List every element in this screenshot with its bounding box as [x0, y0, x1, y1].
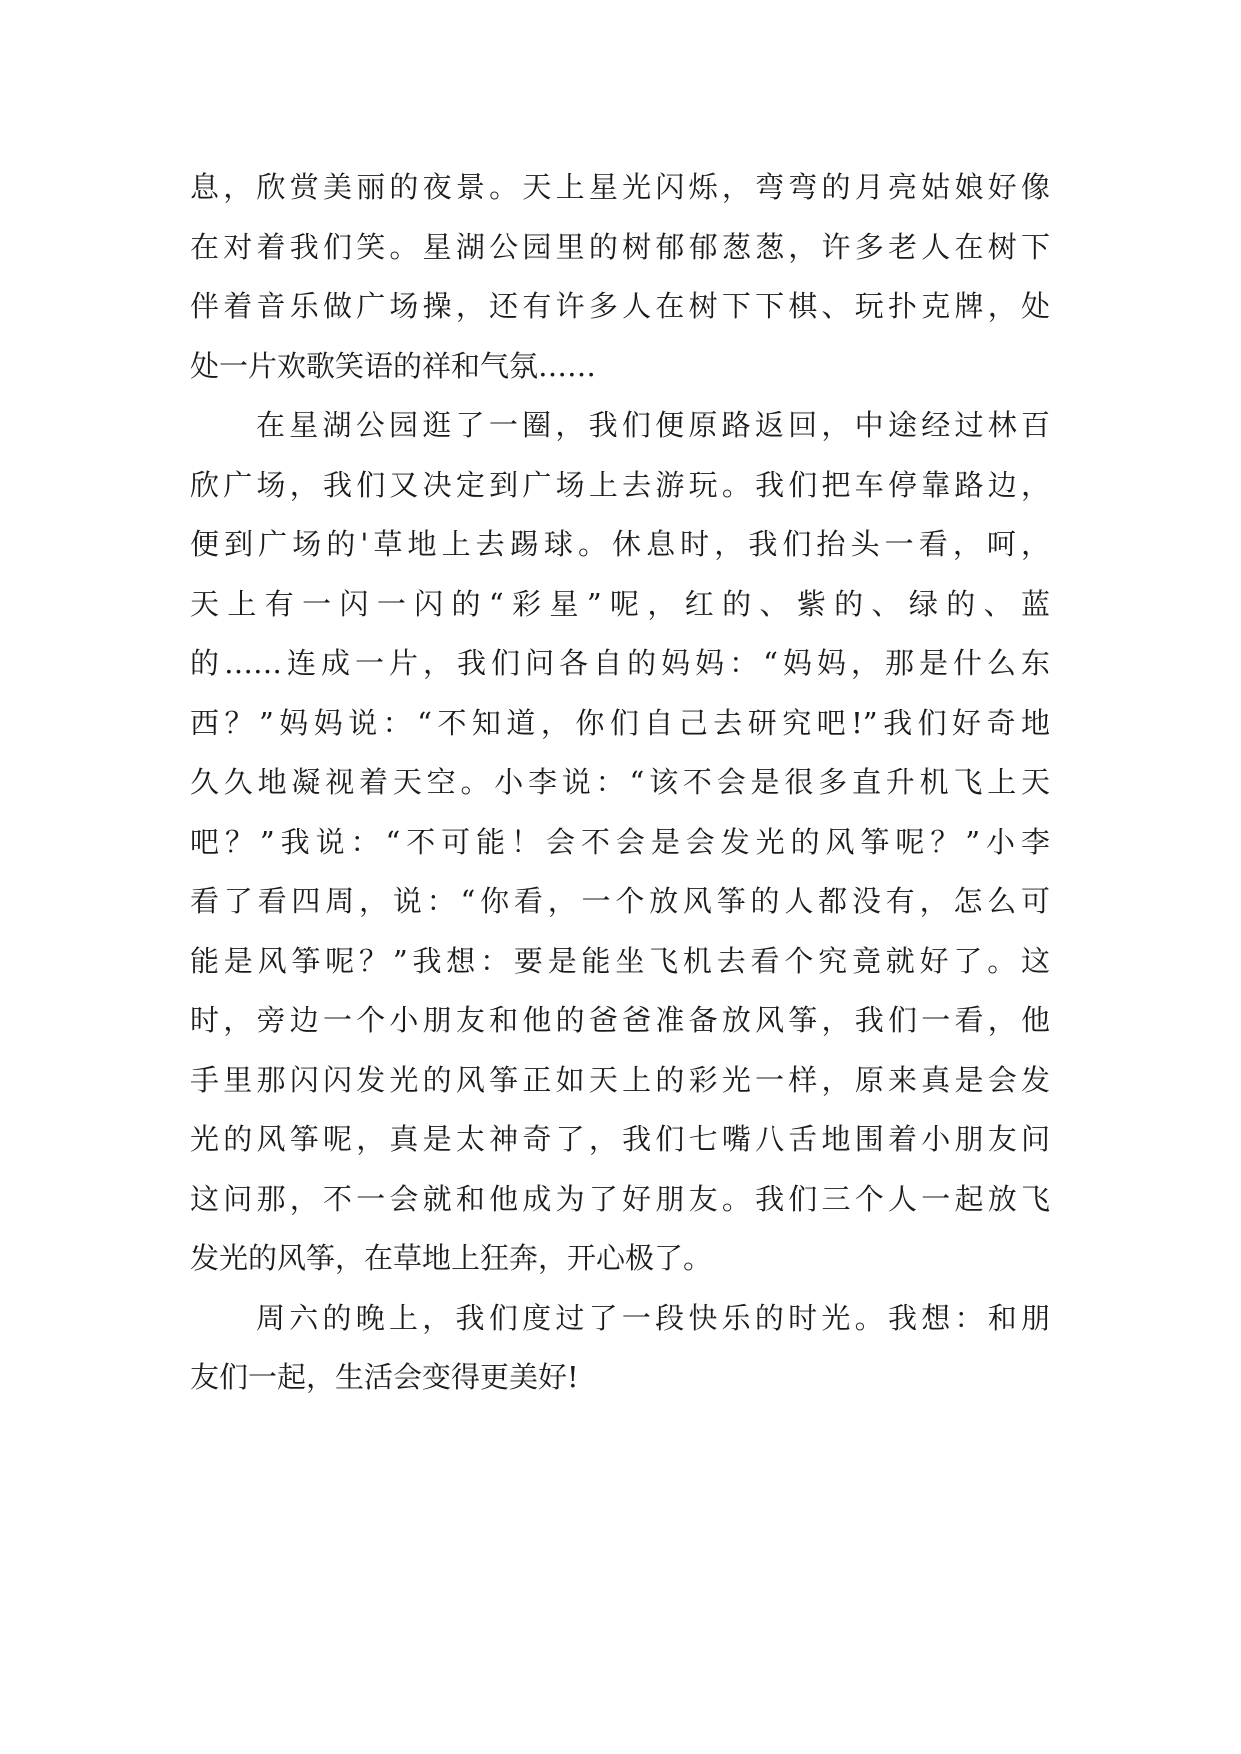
- text-line: 友们一起，生活会变得更美好!: [190, 1360, 579, 1394]
- text-line: 在对着我们笑。星湖公园里的树郁郁葱葱，许多老人在树下: [190, 229, 1050, 264]
- text-line: 西？”妈妈说：“不知道，你们自己去研究吧!”我们好奇地: [190, 705, 1050, 740]
- text-line: 伴着音乐做广场操，还有许多人在树下下棋、玩扑克牌，处: [190, 289, 1050, 323]
- text-line: 手里那闪闪发光的风筝正如天上的彩光一样，原来真是会发: [190, 1062, 1050, 1097]
- text-line: 欣广场，我们又决定到广场上去游玩。我们把车停靠路边，: [190, 467, 1050, 502]
- text-line: 这问那，不一会就和他成为了好朋友。我们三个人一起放飞: [190, 1181, 1050, 1216]
- text-line: 的……连成一片，我们问各自的妈妈：“妈妈，那是什么东: [190, 646, 1050, 680]
- paragraph-2: [190, 396, 1050, 1289]
- text-line: 天上有一闪一闪的“彩星”呢，红的、紫的、绿的、蓝: [190, 586, 1050, 621]
- text-line: 在星湖公园逛了一圈，我们便原路返回，中途经过林百: [256, 408, 1050, 442]
- text-line: 吧？”我说：“不可能！会不会是会发光的风筝呢？”小李: [190, 824, 1050, 859]
- text-line: 能是风筝呢？”我想：要是能坐飞机去看个究竟就好了。这: [190, 943, 1050, 978]
- paragraph-1: [190, 158, 1050, 396]
- text-line: 处一片欢歌笑语的祥和气氛……: [190, 348, 597, 383]
- text-line: 息，欣赏美丽的夜景。天上星光闪烁，弯弯的月亮姑娘好像: [190, 170, 1050, 204]
- text-line: 便到广场的'草地上去踢球。休息时，我们抬头一看，呵，: [190, 527, 1050, 561]
- text-line: 光的风筝呢，真是太神奇了，我们七嘴八舌地围着小朋友问: [190, 1122, 1050, 1156]
- paragraph-3: [190, 1289, 1050, 1408]
- text-line: 久久地凝视着天空。小李说：“该不会是很多直升机飞上天: [190, 765, 1050, 799]
- text-line: 发光的风筝，在草地上狂奔，开心极了。: [190, 1241, 713, 1275]
- text-line: 时，旁边一个小朋友和他的爸爸准备放风筝，我们一看，他: [190, 1003, 1050, 1037]
- text-block: [190, 158, 1050, 1408]
- text-line: 看了看四周，说：“你看，一个放风筝的人都没有，怎么可: [190, 884, 1050, 918]
- text-line: 周六的晚上，我们度过了一段快乐的时光。我想：和朋: [256, 1300, 1050, 1335]
